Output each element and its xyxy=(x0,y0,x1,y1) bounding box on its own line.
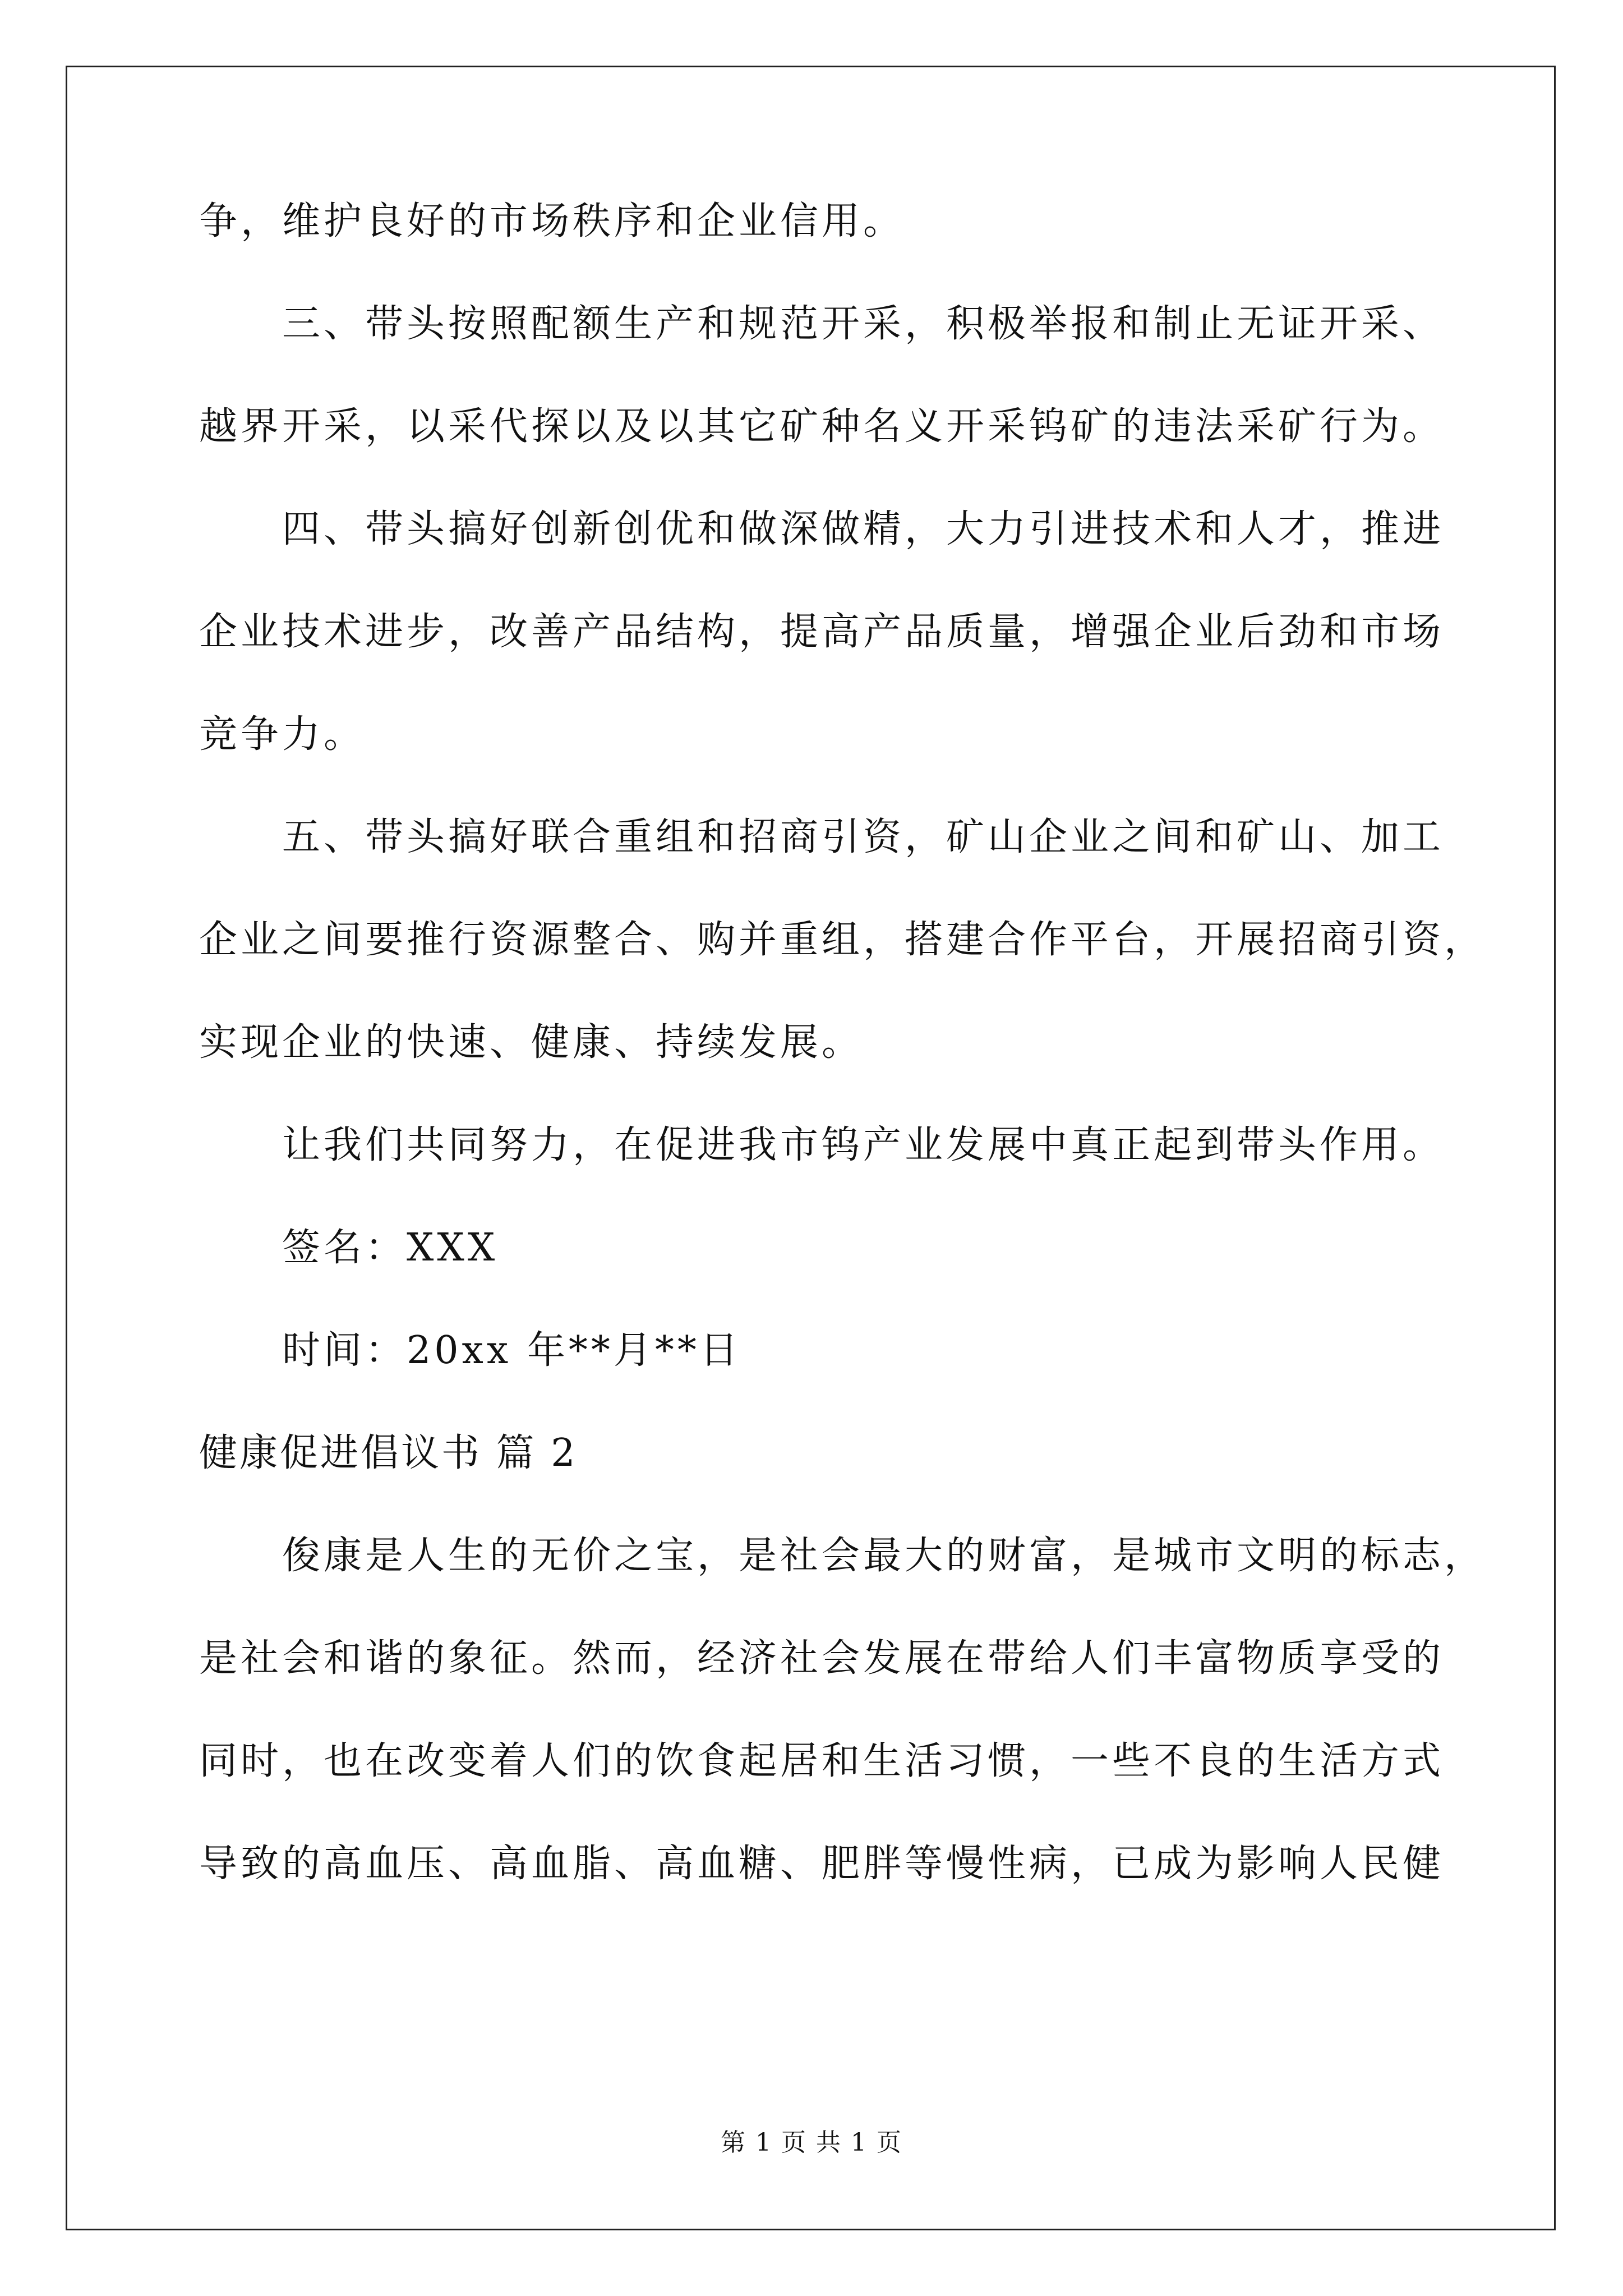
text-line: 争，维护良好的市场秩序和企业信用。 xyxy=(199,199,905,243)
date-line: 时间：20xx 年**月**日 xyxy=(282,1328,741,1373)
section-2-line-2: 是社会和谐的象征。然而，经济社会发展在带给人们丰富物质享受的 xyxy=(199,1636,1445,1681)
paragraph-4-line-2: 企业技术进步，改善产品结构，提高产品质量，增强企业后劲和市场 xyxy=(199,610,1445,654)
section-2-line-1: 俊康是人生的无价之宝，是社会最大的财富，是城市文明的标志， xyxy=(282,1534,1486,1578)
paragraph-5-line-1: 五、带头搞好联合重组和招商引资，矿山企业之间和矿山、加工 xyxy=(282,815,1445,859)
paragraph-3-line-1: 三、带头按照配额生产和规范开采，积极举报和制止无证开采、 xyxy=(282,302,1445,346)
paragraph-5-line-3: 实现企业的快速、健康、持续发展。 xyxy=(199,1020,864,1065)
paragraph-4-line-1: 四、带头搞好创新创优和做深做精，大力引进技术和人才，推进 xyxy=(282,507,1445,551)
page-footer: 第 1 页 共 1 页 xyxy=(721,2128,902,2157)
paragraph-3-line-2: 越界开采，以采代探以及以其它矿种名义开采钨矿的违法采矿行为。 xyxy=(199,404,1445,449)
paragraph-4-line-3: 竞争力。 xyxy=(199,712,366,757)
closing-statement: 让我们共同努力，在促进我市钨产业发展中真正起到带头作用。 xyxy=(282,1123,1445,1167)
paragraph-5-line-2: 企业之间要推行资源整合、购并重组，搭建合作平台，开展招商引资， xyxy=(199,918,1486,962)
section-2-line-3: 同时，也在改变着人们的饮食起居和生活习惯，一些不良的生活方式 xyxy=(199,1739,1445,1783)
section-2-line-4: 导致的高血压、高血脂、高血糖、肥胖等慢性病，已成为影响人民健 xyxy=(199,1842,1445,1886)
signature-line: 签名：XXX xyxy=(282,1226,499,1270)
section-heading: 健康促进倡议书 篇 2 xyxy=(199,1431,578,1475)
